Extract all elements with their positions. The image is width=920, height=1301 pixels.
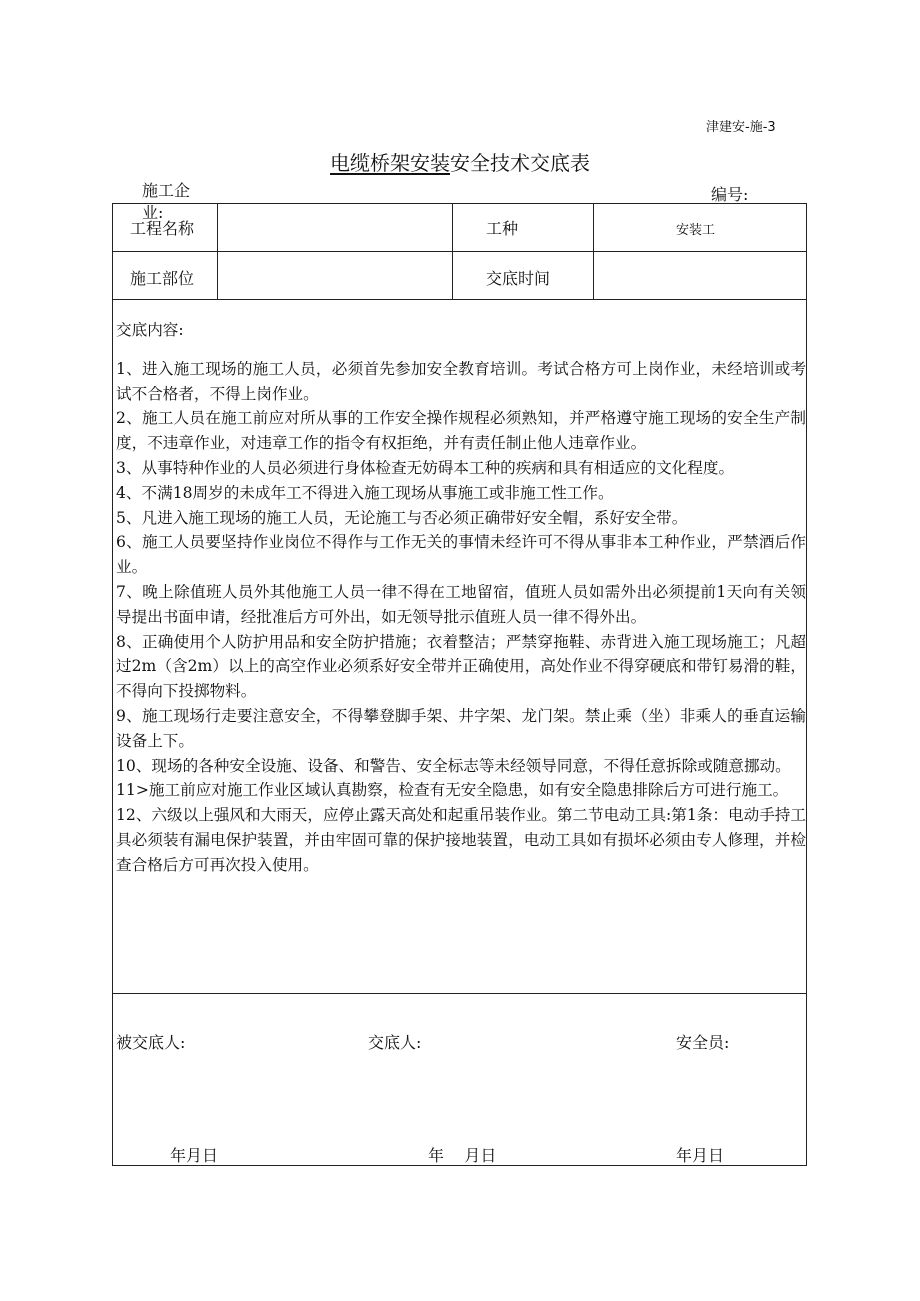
page-title [330,147,590,176]
table-row-divider [112,993,807,994]
content-item-11: 11>施工前应对施工作业区域认真勘察，检查有无安全隐患，如有安全隐患排除后方可进行施工。 [116,781,789,800]
title-rest-part: 安全技术交底表 [450,151,590,175]
content-item-9: 9、施工现场行走要注意安全，不得攀登脚手架、井字架、龙门架。禁止乘（坐）非乘人的垂直运输设备上下。 [116,706,806,750]
content-item-3: 3、从事特种作业的人员必须进行身体检查无妨碍本工种的疾病和具有相适应的文化程度。 [116,458,735,477]
content-item-2: 2、施工人员在施工前应对所从事的工作安全操作规程必须熟知，并严格遵守施工现场的安全生产制度，不违章作业，对违章工作的指令有权拒绝，并有责任制止他人违章作业。 [116,409,806,453]
content-item-1: 1、进入施工现场的施工人员，必须首先参加安全教育培训。考试合格方可上岗作业，未经培训或考试不合格者，不得上岗作业。 [116,359,806,403]
content-item-6: 6、施工人员要坚持作业岗位不得作与工作无关的事情未经许可不得从事非本工种作业，严禁酒后作业。 [116,533,806,577]
time-label: 交底时间 [486,269,551,288]
content-item-12: 12、六级以上强风和大雨天，应停止露天高处和起重吊装作业。第二节电动工具:第1条：电动手持工具必须装有漏电保护装置，并由牢固可靠的保护接地装置，电动工具如有损坏必须由专人修理，并检查合格后方可再次投入使用。 [116,806,806,874]
recipient-label: 被交底人: [116,1033,186,1052]
table-row-divider [112,299,807,300]
content-item-4: 4、不满18周岁的未成年工不得进入施工现场从事施工或非施工性工作。 [116,483,614,502]
table-col-divider [217,203,218,299]
table-col-divider [452,203,453,299]
project-name-label: 工程名称 [130,219,195,238]
discloser-label: 交底人: [368,1033,422,1052]
content-item-5: 5、凡进入施工现场的施工人员，无论施工与否必须正确带好安全帽，系好安全带。 [116,508,688,527]
table-col-divider [593,203,594,299]
content-item-10: 10、现场的各种安全设施、设备、和警告、安全标志等未经领导同意，不得任意拆除或随意挪动。 [116,756,791,775]
trade-value[interactable]: 安装工 [676,223,716,238]
recipient-date: 年月日 [170,1146,219,1165]
company-label: 施工企业: [142,181,191,222]
number-label: 编号: [711,185,749,204]
content-item-7: 7、晚上除值班人员外其他施工人员一律不得在工地留宿，值班人员如需外出必须提前1天向有关领导提出书面申请，经批准后方可外出，如无领导批示值班人员一律不得外出。 [116,582,806,626]
location-label: 施工部位 [130,269,195,288]
document-code: 津建安-施-3 [706,120,776,135]
safety-officer-date: 年月日 [676,1146,725,1165]
disclosure-content [116,318,806,878]
title-underlined-part: 电缆桥架安装 [330,151,450,175]
safety-officer-label: 安全员: [676,1033,730,1052]
discloser-date: 年 月日 [428,1146,497,1165]
content-heading: 交底内容: [116,321,184,339]
content-item-8: 8、正确使用个人防护用品和安全防护措施；衣着整洁；严禁穿拖鞋、赤背进入施工现场施工；凡超过2m（含2m）以上的高空作业必须系好安全带并正确使用，高处作业不得穿硬底和带钉易滑的鞋，不得向下投掷物料。 [116,632,806,701]
trade-label: 工种 [486,219,519,238]
